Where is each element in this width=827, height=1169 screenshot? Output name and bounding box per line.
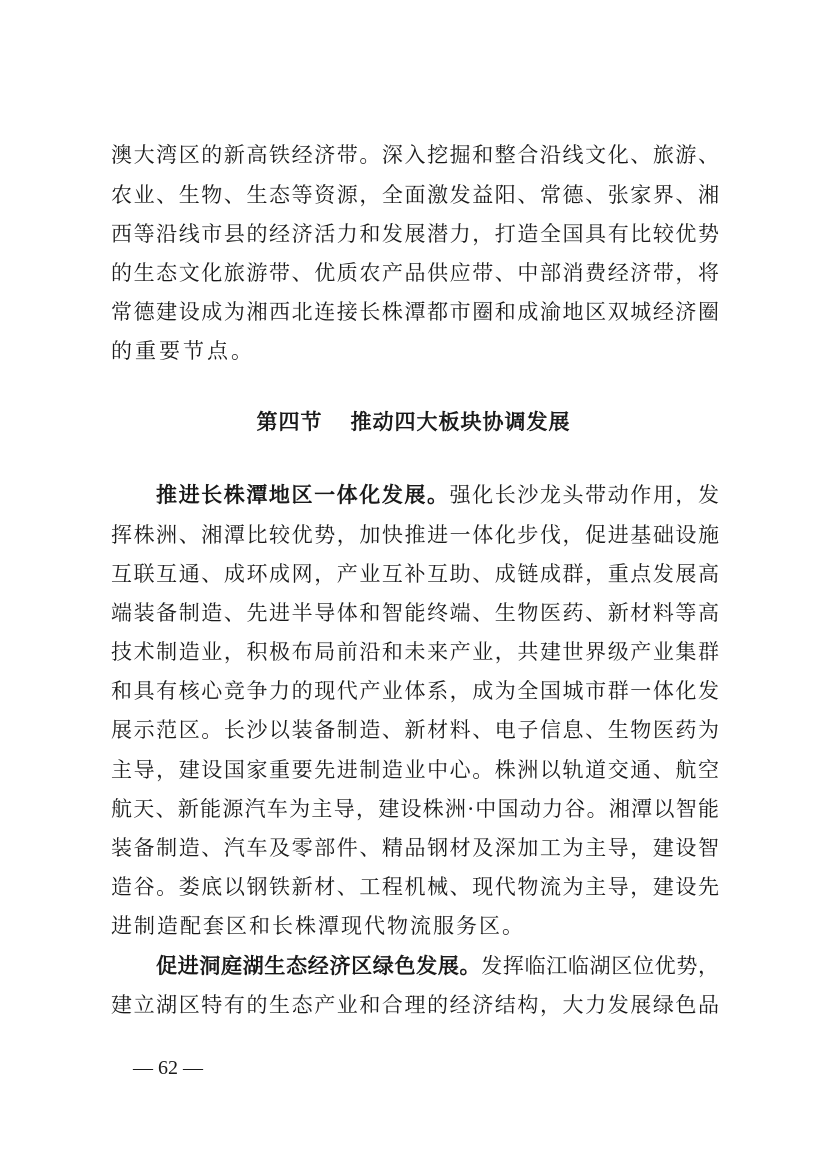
- text-line: [111, 480, 719, 510]
- text-line: 展示范区。长沙以装备制造、新材料、电子信息、生物医药为: [111, 718, 719, 742]
- text-line: 常德建设成为湘西北连接长株潭都市圈和成渝地区双城经济圈: [111, 300, 719, 324]
- text-line: 建立湖区特有的生态产业和合理的经济结构，大力发展绿色品: [111, 993, 719, 1017]
- text-line: 的生态文化旅游带、优质农产品供应带、中部消费经济带，将: [111, 261, 719, 285]
- text-line: 的重要节点。: [111, 339, 255, 363]
- paragraph-lead: 促进洞庭湖生态经济区绿色发展。: [156, 953, 482, 978]
- text-line: 农业、生物、生态等资源，全面激发益阳、常德、张家界、湘: [111, 183, 719, 207]
- text-span: 强化长沙龙头带动作用，发: [449, 483, 719, 507]
- text-line: 西等沿线市县的经济活力和发展潜力，打造全国具有比较优势: [111, 222, 719, 246]
- page-number: — 62 —: [133, 1057, 203, 1079]
- text-line: 和具有核心竞争力的现代产业体系，成为全国城市群一体化发: [111, 679, 719, 703]
- text-line: 主导，建设国家重要先进制造业中心。株洲以轨道交通、航空: [111, 758, 719, 782]
- section-number: 第四节: [256, 409, 323, 434]
- text-line: 澳大湾区的新高铁经济带。深入挖掘和整合沿线文化、旅游、: [111, 143, 719, 167]
- section-title: 推动四大板块协调发展: [350, 409, 571, 434]
- text-line: 航天、新能源汽车为主导，建设株洲·中国动力谷。湘潭以智能: [111, 797, 719, 821]
- text-line: [111, 951, 719, 981]
- paragraph-lead: 推进长株潭地区一体化发展。: [156, 482, 450, 507]
- text-line: 互联互通、成环成网，产业互补互助、成链成群，重点发展高: [111, 562, 719, 586]
- text-span: 发挥临江临湖区位优势，: [481, 954, 719, 978]
- text-line: 端装备制造、先进半导体和智能终端、生物医药、新材料等高: [111, 601, 719, 625]
- text-line: 造谷。娄底以钢铁新材、工程机械、现代物流为主导，建设先: [111, 875, 719, 899]
- text-line: 进制造配套区和长株潭现代物流服务区。: [111, 914, 525, 938]
- text-line: 技术制造业，积极布局前沿和未来产业，共建世界级产业集群: [111, 640, 719, 664]
- text-line: 挥株洲、湘潭比较优势，加快推进一体化步伐，促进基础设施: [111, 523, 719, 547]
- section-heading: [0, 407, 827, 437]
- text-line: 装备制造、汽车及零部件、精品钢材及深加工为主导，建设智: [111, 836, 719, 860]
